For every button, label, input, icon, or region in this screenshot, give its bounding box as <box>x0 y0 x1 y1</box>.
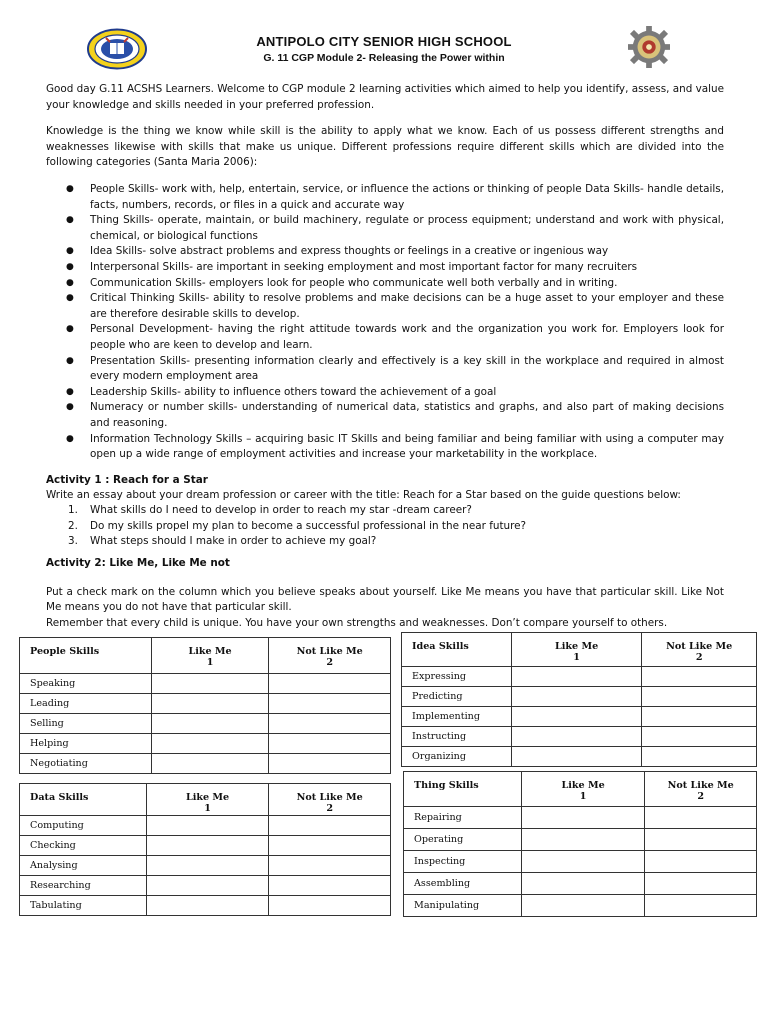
idea-skills-table <box>401 632 757 767</box>
like-me-cell[interactable] <box>151 754 269 774</box>
activity-2 <box>46 556 724 631</box>
knowledge-paragraph <box>46 124 724 171</box>
like-me-cell[interactable] <box>146 816 269 836</box>
question-text: Do my skills propel my plan to become a successful professional in the near future? <box>90 519 527 532</box>
activity-1 <box>46 473 724 549</box>
activity-1-title: Activity 1 : Reach for a Star <box>46 474 208 486</box>
not-like-me-cell[interactable] <box>642 667 757 687</box>
like-me-header: Like Me 1 <box>521 772 645 807</box>
page-header <box>0 28 768 78</box>
activity-2-title: Activity 2: Like Me, Like Me not <box>46 557 230 569</box>
question-text: What steps should I make in order to achieve my goal? <box>90 534 377 547</box>
greeting-text: Good day G.11 ACSHS Learners. Welcome to CGP module 2 learning activities which aimed to help you identify, assess, and value your knowledge and skills needed in your preferred profession. <box>46 83 724 111</box>
table-title: Idea Skills <box>402 633 512 667</box>
not-like-me-header: Not Like Me 2 <box>269 638 391 674</box>
activity-2-reminder: Remember that every child is unique. You have your own strengths and weaknesses. Don’t compare yourself to others. <box>46 616 668 629</box>
list-item: ● Communication Skills- employers look for people who communicate well both verbally and in writing. <box>46 276 724 292</box>
not-like-me-header: Not Like Me 2 <box>269 784 391 816</box>
like-me-cell[interactable] <box>146 876 269 896</box>
not-like-me-cell[interactable] <box>269 896 391 916</box>
list-item <box>46 534 724 549</box>
table-row: Instructing <box>402 727 757 747</box>
table-row: Checking <box>20 836 391 856</box>
not-like-me-cell[interactable] <box>269 856 391 876</box>
table-row: Expressing <box>402 667 757 687</box>
like-me-header: Like Me 1 <box>151 638 269 674</box>
like-me-cell[interactable] <box>151 674 269 694</box>
like-me-cell[interactable] <box>146 856 269 876</box>
like-me-cell[interactable] <box>521 895 645 917</box>
like-me-cell[interactable] <box>521 829 645 851</box>
table-row: Inspecting <box>404 851 757 873</box>
list-item: ● Personal Development- having the right attitude towards work and the organization you work for. Employers look for people who are keen to develop and learn. <box>46 322 724 353</box>
not-like-me-cell[interactable] <box>645 851 757 873</box>
intro-paragraph <box>46 82 724 113</box>
list-item: ● Idea Skills- solve abstract problems and express thoughts or feelings in a creative or ingenious way <box>46 244 724 260</box>
skills-list <box>46 182 724 463</box>
like-me-cell[interactable] <box>146 836 269 856</box>
not-like-me-header: Not Like Me 2 <box>645 772 757 807</box>
not-like-me-cell[interactable] <box>269 754 391 774</box>
not-like-me-cell[interactable] <box>642 687 757 707</box>
like-me-cell[interactable] <box>146 896 269 916</box>
not-like-me-cell[interactable] <box>642 727 757 747</box>
people-skills-table <box>19 637 391 774</box>
like-me-cell[interactable] <box>521 807 645 829</box>
not-like-me-cell[interactable] <box>642 747 757 767</box>
table-row: Computing <box>20 816 391 836</box>
not-like-me-cell[interactable] <box>642 707 757 727</box>
table-row: Assembling <box>404 873 757 895</box>
not-like-me-cell[interactable] <box>269 694 391 714</box>
like-me-header: Like Me 1 <box>146 784 269 816</box>
like-me-cell[interactable] <box>511 687 642 707</box>
data-skills-table <box>19 783 391 916</box>
table-row: Speaking <box>20 674 391 694</box>
gear-emblem-logo <box>618 26 680 68</box>
table-title: Thing Skills <box>404 772 522 807</box>
school-name: ANTIPOLO CITY SENIOR HIGH SCHOOL <box>256 34 512 49</box>
like-me-cell[interactable] <box>511 707 642 727</box>
table-row: Analysing <box>20 856 391 876</box>
like-me-cell[interactable] <box>511 727 642 747</box>
not-like-me-cell[interactable] <box>269 816 391 836</box>
not-like-me-cell[interactable] <box>645 895 757 917</box>
list-item: ● People Skills- work with, help, entertain, service, or influence the actions or thinking of people Data Skills- handle details, facts, numbers, records, or files in a quick and accurate way <box>46 182 724 213</box>
table-row: Manipulating <box>404 895 757 917</box>
table-row: Researching <box>20 876 391 896</box>
activity-1-instruction: Write an essay about your dream profession or career with the title: Reach for a Star based on the guide questions below: <box>46 489 681 502</box>
list-item: ● Numeracy or number skills- understanding of numerical data, statistics and graphs, and also part of making decisions and reasoning. <box>46 400 724 431</box>
guide-questions <box>46 503 724 549</box>
table-row: Repairing <box>404 807 757 829</box>
question-number: 3. <box>68 534 78 547</box>
like-me-cell[interactable] <box>521 851 645 873</box>
list-item: ● Presentation Skills- presenting information clearly and effectively is a key skill in the workplace and required in almost every modern employment area <box>46 354 724 385</box>
table-title: Data Skills <box>20 784 147 816</box>
like-me-cell[interactable] <box>521 873 645 895</box>
table-row: Helping <box>20 734 391 754</box>
list-item: ● Interpersonal Skills- are important in seeking employment and most important factor for many recruiters <box>46 260 724 276</box>
like-me-cell[interactable] <box>151 714 269 734</box>
question-number: 1. <box>68 504 78 517</box>
question-text: What skills do I need to develop in order to reach my star -dream career? <box>90 504 472 517</box>
not-like-me-cell[interactable] <box>645 873 757 895</box>
list-item: ● Information Technology Skills – acquiring basic IT Skills and being familiar and being familiar with using a computer may open up a wide range of employment activities and increase your marketability in the workplace. <box>46 432 724 463</box>
table-row: Selling <box>20 714 391 734</box>
like-me-cell[interactable] <box>511 667 642 687</box>
table-row: Leading <box>20 694 391 714</box>
not-like-me-header: Not Like Me 2 <box>642 633 757 667</box>
question-number: 2. <box>68 519 78 532</box>
not-like-me-cell[interactable] <box>645 829 757 851</box>
table-title: People Skills <box>20 638 152 674</box>
table-row: Operating <box>404 829 757 851</box>
not-like-me-cell[interactable] <box>269 876 391 896</box>
like-me-header: Like Me 1 <box>511 633 642 667</box>
knowledge-text: Knowledge is the thing we know while skill is the ability to apply what we know. Each of us possess different strengths and weaknesses likewise with skills that make us unique. Different professions require different skills which are divided into the following categories (Santa Maria 2006): <box>46 125 724 169</box>
not-like-me-cell[interactable] <box>269 674 391 694</box>
table-row: Implementing <box>402 707 757 727</box>
list-item <box>46 519 724 534</box>
like-me-cell[interactable] <box>151 694 269 714</box>
table-row: Organizing <box>402 747 757 767</box>
list-item <box>46 503 724 518</box>
table-row: Tabulating <box>20 896 391 916</box>
like-me-cell[interactable] <box>151 734 269 754</box>
module-title: G. 11 CGP Module 2- Releasing the Power within <box>263 52 505 64</box>
not-like-me-cell[interactable] <box>645 807 757 829</box>
not-like-me-cell[interactable] <box>269 734 391 754</box>
activity-2-instruction: Put a check mark on the column which you believe speaks about yourself. Like Me means you have that particular skill. Like Not Me means you do not have that particular skill. <box>46 586 724 614</box>
list-item: ● Critical Thinking Skills- ability to resolve problems and make decisions can be a huge asset to your employer and these are therefore desirable skills to develop. <box>46 291 724 322</box>
list-item: ● Leadership Skills- ability to influence others toward the achievement of a goal <box>46 385 724 401</box>
not-like-me-cell[interactable] <box>269 836 391 856</box>
like-me-cell[interactable] <box>511 747 642 767</box>
thing-skills-table <box>403 771 757 917</box>
table-row: Negotiating <box>20 754 391 774</box>
table-row: Predicting <box>402 687 757 707</box>
list-item: ● Thing Skills- operate, maintain, or build machinery, regulate or process equipment; understand and work with physical, chemical, or biological functions <box>46 213 724 244</box>
not-like-me-cell[interactable] <box>269 714 391 734</box>
